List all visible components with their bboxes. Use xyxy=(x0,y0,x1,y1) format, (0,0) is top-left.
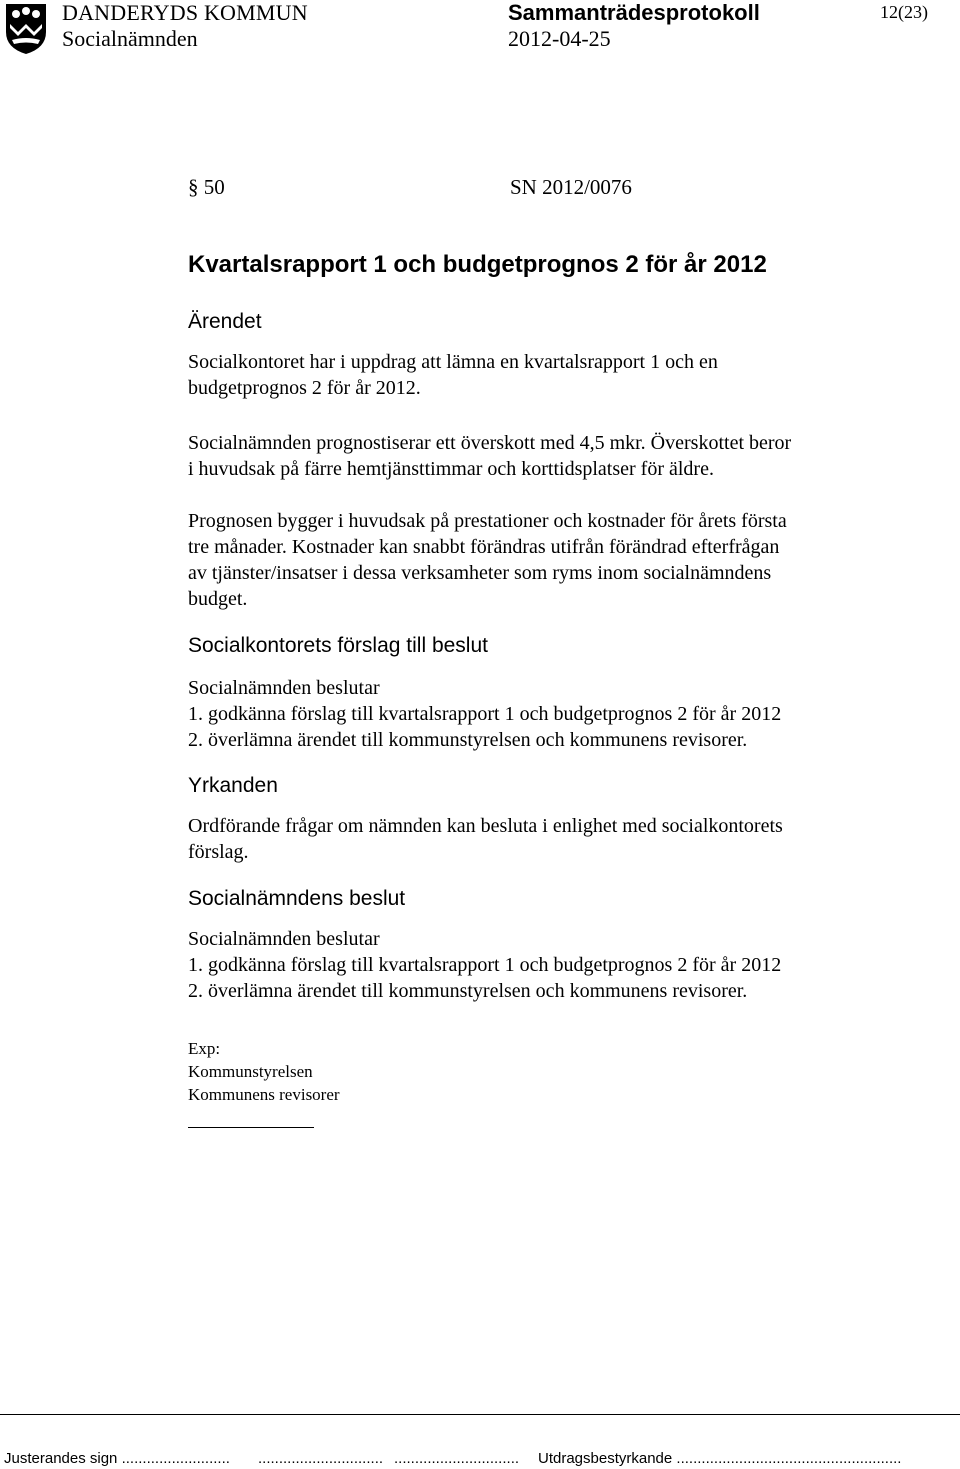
text-line: 1. godkänna förslag till kvartalsrapport 1 och budgetprognos 2 för år 2012 xyxy=(188,954,782,976)
text-line: tre månader. Kostnader kan snabbt förändras utifrån förändrad efterfrågan xyxy=(188,536,780,558)
text-line: förslag. xyxy=(188,841,249,863)
text-line: Ordförande frågar om nämnden kan besluta i enlighet med socialkontorets xyxy=(188,815,783,837)
arendet-paragraph-1 xyxy=(188,349,888,401)
meeting-date: 2012-04-25 xyxy=(508,26,611,51)
text-line: av tjänster/insatser i dessa verksamheter som ryms inom socialnämndens xyxy=(188,562,772,584)
section-heading-yrkanden: Yrkanden xyxy=(188,774,278,797)
beslut-text xyxy=(188,926,888,1004)
footer-utdragsbestyrkande: Utdragsbestyrkande ...................................................... xyxy=(538,1450,902,1467)
page-number: 12(23) xyxy=(880,2,928,22)
footer-justerandes-sign: Justerandes sign .......................... xyxy=(4,1450,230,1467)
exp-recipient: Kommunens revisorer xyxy=(188,1085,340,1104)
expedition-list xyxy=(188,1037,888,1106)
exp-label: Exp: xyxy=(188,1039,221,1058)
section-heading-arendet: Ärendet xyxy=(188,310,262,333)
arendet-paragraph-2 xyxy=(188,430,888,482)
org-name: DANDERYDS KOMMUN xyxy=(62,0,308,25)
text-line: i huvudsak på färre hemtjänsttimmar och korttidsplatser för äldre. xyxy=(188,458,714,480)
coat-of-arms-logo-icon xyxy=(4,2,48,56)
text-line: Socialnämnden prognostiserar ett överskott med 4,5 mkr. Överskottet beror xyxy=(188,432,792,454)
section-heading-beslut: Socialnämndens beslut xyxy=(188,887,406,910)
text-line: 2. överlämna ärendet till kommunstyrelsen och kommunens revisorer. xyxy=(188,980,748,1002)
text-line: 1. godkänna förslag till kvartalsrapport 1 och budgetprognos 2 för år 2012 xyxy=(188,703,782,725)
footer-sign-dots-1: .............................. xyxy=(258,1450,384,1467)
section-heading-forslag: Socialkontorets förslag till beslut xyxy=(188,634,488,657)
footer-divider xyxy=(0,1414,960,1415)
text-line: Prognosen bygger i huvudsak på prestationer och kostnader för årets första xyxy=(188,510,787,532)
paragraph-number xyxy=(188,175,225,200)
text-line: budget. xyxy=(188,588,248,610)
yrkanden-text xyxy=(188,813,888,865)
text-line: Socialnämnden beslutar xyxy=(188,677,380,699)
arendet-paragraph-3 xyxy=(188,508,888,612)
signature-rule xyxy=(188,1127,314,1128)
paragraph-number-value: 50 xyxy=(203,175,225,199)
text-line: 2. överlämna ärendet till kommunstyrelsen och kommunens revisorer. xyxy=(188,729,748,751)
department-name: Socialnämnden xyxy=(62,26,198,51)
text-line: Socialnämnden beslutar xyxy=(188,928,380,950)
text-line: budgetprognos 2 för år 2012. xyxy=(188,377,421,399)
section-symbol: § xyxy=(188,175,199,199)
case-number: SN 2012/0076 xyxy=(510,175,632,199)
footer-sign-dots-2: .............................. xyxy=(394,1450,520,1467)
text-line: Socialkontoret har i uppdrag att lämna en kvartalsrapport 1 och en xyxy=(188,351,718,373)
exp-recipient: Kommunstyrelsen xyxy=(188,1062,313,1081)
forslag-text xyxy=(188,675,888,753)
page-title: Kvartalsrapport 1 och budgetprognos 2 för år 2012 xyxy=(188,251,767,278)
document-type: Sammanträdesprotokoll xyxy=(508,0,760,25)
